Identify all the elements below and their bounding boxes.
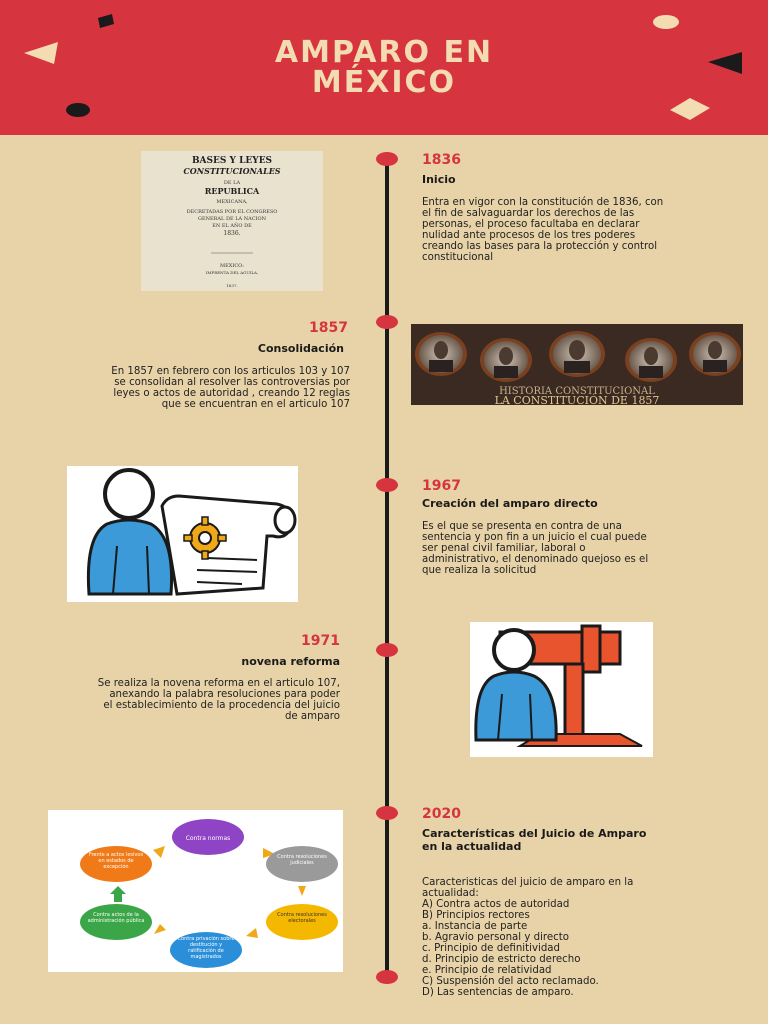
timeline-line	[385, 157, 389, 979]
svg-text:IMPRENTA DEL AGUILA,: IMPRENTA DEL AGUILA,	[205, 270, 259, 275]
svg-text:HISTORIA CONSTITUCIONAL: HISTORIA CONSTITUCIONAL	[499, 386, 655, 397]
diamond-icon	[670, 98, 712, 120]
amparo-cycle-diagram: Contra normas Contra resoluciones judiciales Contra resoluciones electorales Contra privación sobre destitución y ratificación de magistrados Contra actos de la administración pública Frente a actos lesivos en estados de excepción	[48, 810, 343, 972]
svg-text:EN EL AÑO DE: EN EL AÑO DE	[212, 223, 252, 229]
event-year: 2020	[422, 806, 461, 822]
event-description: En 1857 en febrero con los articulos 103 y 107 se consolidan al resolver las controversias por leyes o actos de autoridad , creando 12 reglas que se encuentran en el articulo 107	[111, 366, 350, 410]
svg-text:BASES Y LEYES: BASES Y LEYES	[191, 156, 273, 166]
timeline-dot	[376, 643, 398, 657]
timeline-dot	[376, 970, 398, 984]
event-description: Se realiza la novena reforma en el articulo 107, anexando la palabra resoluciones para poder el establecimiento de la procedencia del juicio de amparo	[97, 678, 340, 722]
svg-text:1836.: 1836.	[223, 230, 241, 237]
svg-text:DECRETADAS POR EL CONGRESO: DECRETADAS POR EL CONGRESO	[186, 209, 278, 215]
title-line-2: MÉXICO	[311, 65, 457, 100]
triangle-icon	[708, 52, 744, 74]
svg-text:CONSTITUCIONALES: CONSTITUCIONALES	[183, 166, 281, 176]
title-line-1: AMPARO EN	[274, 35, 494, 70]
event-heading: novena reforma	[241, 655, 340, 668]
timeline-dot	[376, 315, 398, 329]
event-year: 1836	[422, 152, 461, 168]
event-description: Es el que se presenta en contra de una sentencia y pon fin a un juicio el cual puede ser penal civil familiar, laboral o administrativo, el denominado quejoso es el que realiza la solicitud	[422, 521, 649, 576]
event-heading: Inicio	[422, 173, 456, 186]
constitution-1857-image	[411, 324, 743, 405]
svg-text:REPUBLICA: REPUBLICA	[204, 186, 260, 196]
svg-text:MEXICANA,: MEXICANA,	[216, 199, 248, 205]
svg-text:1837.: 1837.	[226, 283, 238, 288]
person-document-illustration	[67, 466, 298, 602]
svg-text:MEXICO:: MEXICO:	[220, 263, 244, 269]
diamond-icon	[96, 14, 116, 28]
event-heading: Consolidación	[257, 342, 344, 355]
event-year: 1967	[422, 478, 461, 494]
svg-text:LA CONSTITUCIÓN DE 1857: LA CONSTITUCIÓN DE 1857	[494, 394, 660, 405]
event-year: 1857	[309, 320, 348, 336]
event-year: 1971	[301, 633, 340, 649]
event-heading: Características del Juicio de Amparo en la actualidad	[422, 827, 647, 853]
constitution-book-image	[141, 151, 323, 291]
page-title	[0, 35, 768, 100]
svg-text:Contra normas: Contra normas	[185, 835, 231, 842]
event-description: Entra en vigor con la constitución de 1836, con el fin de salvaguardar los derechos de las personas, el proceso facultaba en declarar nulidad ante procesos de los tres poderes creando las bases para la protección y control constitucional	[422, 197, 664, 263]
event-description: Caracteristicas del juicio de amparo en la actualidad: A) Contra actos de autoridad B) Principios rectores a. Instancia de parte b. Agravio personal y directo c. Principio de definitividad d. Principio de estricto derecho e. Principio de relatividad C) Suspensión del acto reclamado. D) Las sentencias de amparo.	[422, 877, 634, 998]
person-gavel-illustration	[470, 622, 653, 757]
timeline-dot	[376, 478, 398, 492]
svg-text:DE LA: DE LA	[223, 180, 241, 186]
circle-icon	[652, 14, 680, 30]
portrait-icon	[415, 332, 467, 376]
triangle-icon	[24, 42, 58, 64]
event-heading: Creación del amparo directo	[422, 497, 598, 510]
svg-text:GENERAL DE LA NACION: GENERAL DE LA NACION	[198, 216, 266, 222]
timeline-dot	[376, 152, 398, 166]
circle-icon	[66, 102, 90, 118]
timeline-dot	[376, 806, 398, 820]
